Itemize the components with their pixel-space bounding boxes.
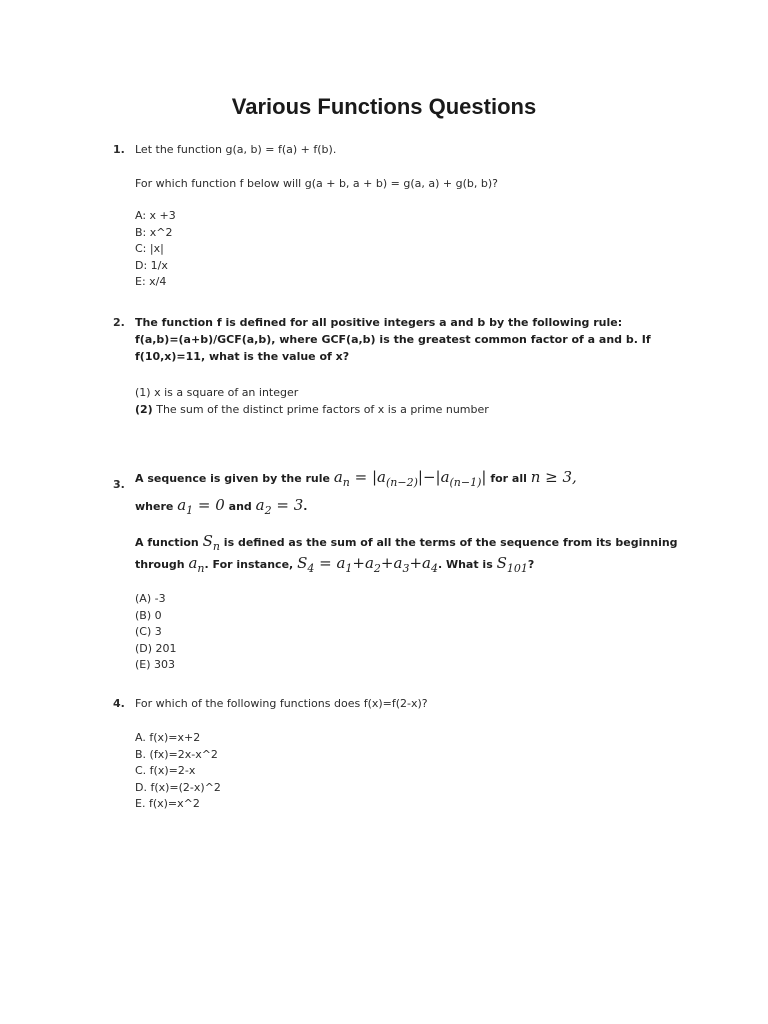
page-title: Various Functions Questions — [231, 94, 537, 119]
answer-option: B. (fx)=2x-x^2 — [135, 747, 218, 761]
initial-term-a1: $a_1 = 0$ — [177, 496, 225, 517]
text-fragment: is defined as the sum of all the terms of the sequence from its beginning — [223, 536, 678, 549]
rule-condition: n ≥ 3, — [530, 468, 577, 486]
statement-label: (2) — [135, 403, 153, 416]
answer-option: C: |x| — [135, 242, 164, 255]
question-text: For which function f below will g(a + b, a + b) = g(a, a) + g(b, b)? — [135, 177, 498, 190]
answer-options — [135, 208, 176, 291]
question-text: For which of the following functions does f(x)=f(2-x)? — [135, 697, 428, 710]
text-fragment: A function — [135, 536, 199, 549]
statement-2 — [135, 403, 489, 417]
question-number: 1. — [113, 143, 125, 156]
answer-option: E. f(x)=x^2 — [135, 797, 200, 810]
sum-target: $S_{101}$ — [496, 554, 528, 575]
answer-option: B: x^2 — [135, 225, 173, 239]
question-text: The function f is defined for all positive integers a and b by the following rule: — [135, 316, 623, 329]
question-text — [135, 550, 534, 582]
answer-option: (A) -3 — [135, 592, 166, 605]
term-an: $a_n$ — [188, 554, 205, 575]
question-number: 2. — [113, 316, 125, 329]
answer-option: D. f(x)=(2-x)^2 — [135, 780, 221, 794]
text-fragment: through — [135, 558, 185, 571]
question-number: 3. — [113, 478, 125, 491]
answer-options — [135, 730, 221, 813]
question-text: Let the function g(a, b) = f(a) + f(b). — [135, 143, 337, 156]
sequence-rule: $a_n = |a_{(n-2)}|-|a_{(n-1)}|$ — [333, 468, 487, 489]
question-text: f(10,x)=11, what is the value of x? — [135, 350, 350, 363]
answer-option: C. f(x)=2-x — [135, 764, 196, 777]
answer-option: E: x/4 — [135, 275, 167, 288]
question-text — [135, 492, 307, 524]
answer-option: A: x +3 — [135, 209, 176, 222]
text-fragment: . What is — [437, 558, 493, 571]
answer-option: (D) 201 — [135, 641, 177, 655]
text-fragment: where — [135, 500, 174, 513]
statement-text: The sum of the distinct prime factors of x is a prime number — [156, 403, 489, 416]
text-fragment: ? — [527, 558, 535, 571]
sum-function: $S_n$ — [202, 532, 220, 553]
answer-option: A. f(x)=x+2 — [135, 731, 201, 744]
text-fragment: A sequence is given by the rule — [135, 472, 330, 485]
text-fragment: for all — [490, 472, 527, 485]
text-fragment: and — [228, 500, 252, 513]
statement-text: x is a square of an integer — [154, 386, 299, 399]
answer-option: (C) 3 — [135, 625, 162, 638]
text-fragment: . — [303, 500, 308, 513]
statement-label: (1) — [135, 386, 151, 399]
text-fragment: . For instance, — [204, 558, 294, 571]
answer-options — [135, 591, 177, 674]
answer-option: D: 1/x — [135, 258, 168, 272]
statement-1 — [135, 386, 298, 400]
question-number: 4. — [113, 697, 125, 710]
sum-example: $S_4 = a_1+a_2+a_3+a_4$ — [297, 554, 438, 575]
answer-option: (E) 303 — [135, 658, 176, 671]
question-text: f(a,b)=(a+b)/GCF(a,b), where GCF(a,b) is the greatest common factor of a and b. If — [135, 333, 651, 346]
initial-term-a2: $a_2 = 3$ — [255, 496, 304, 517]
answer-option: (B) 0 — [135, 608, 162, 622]
